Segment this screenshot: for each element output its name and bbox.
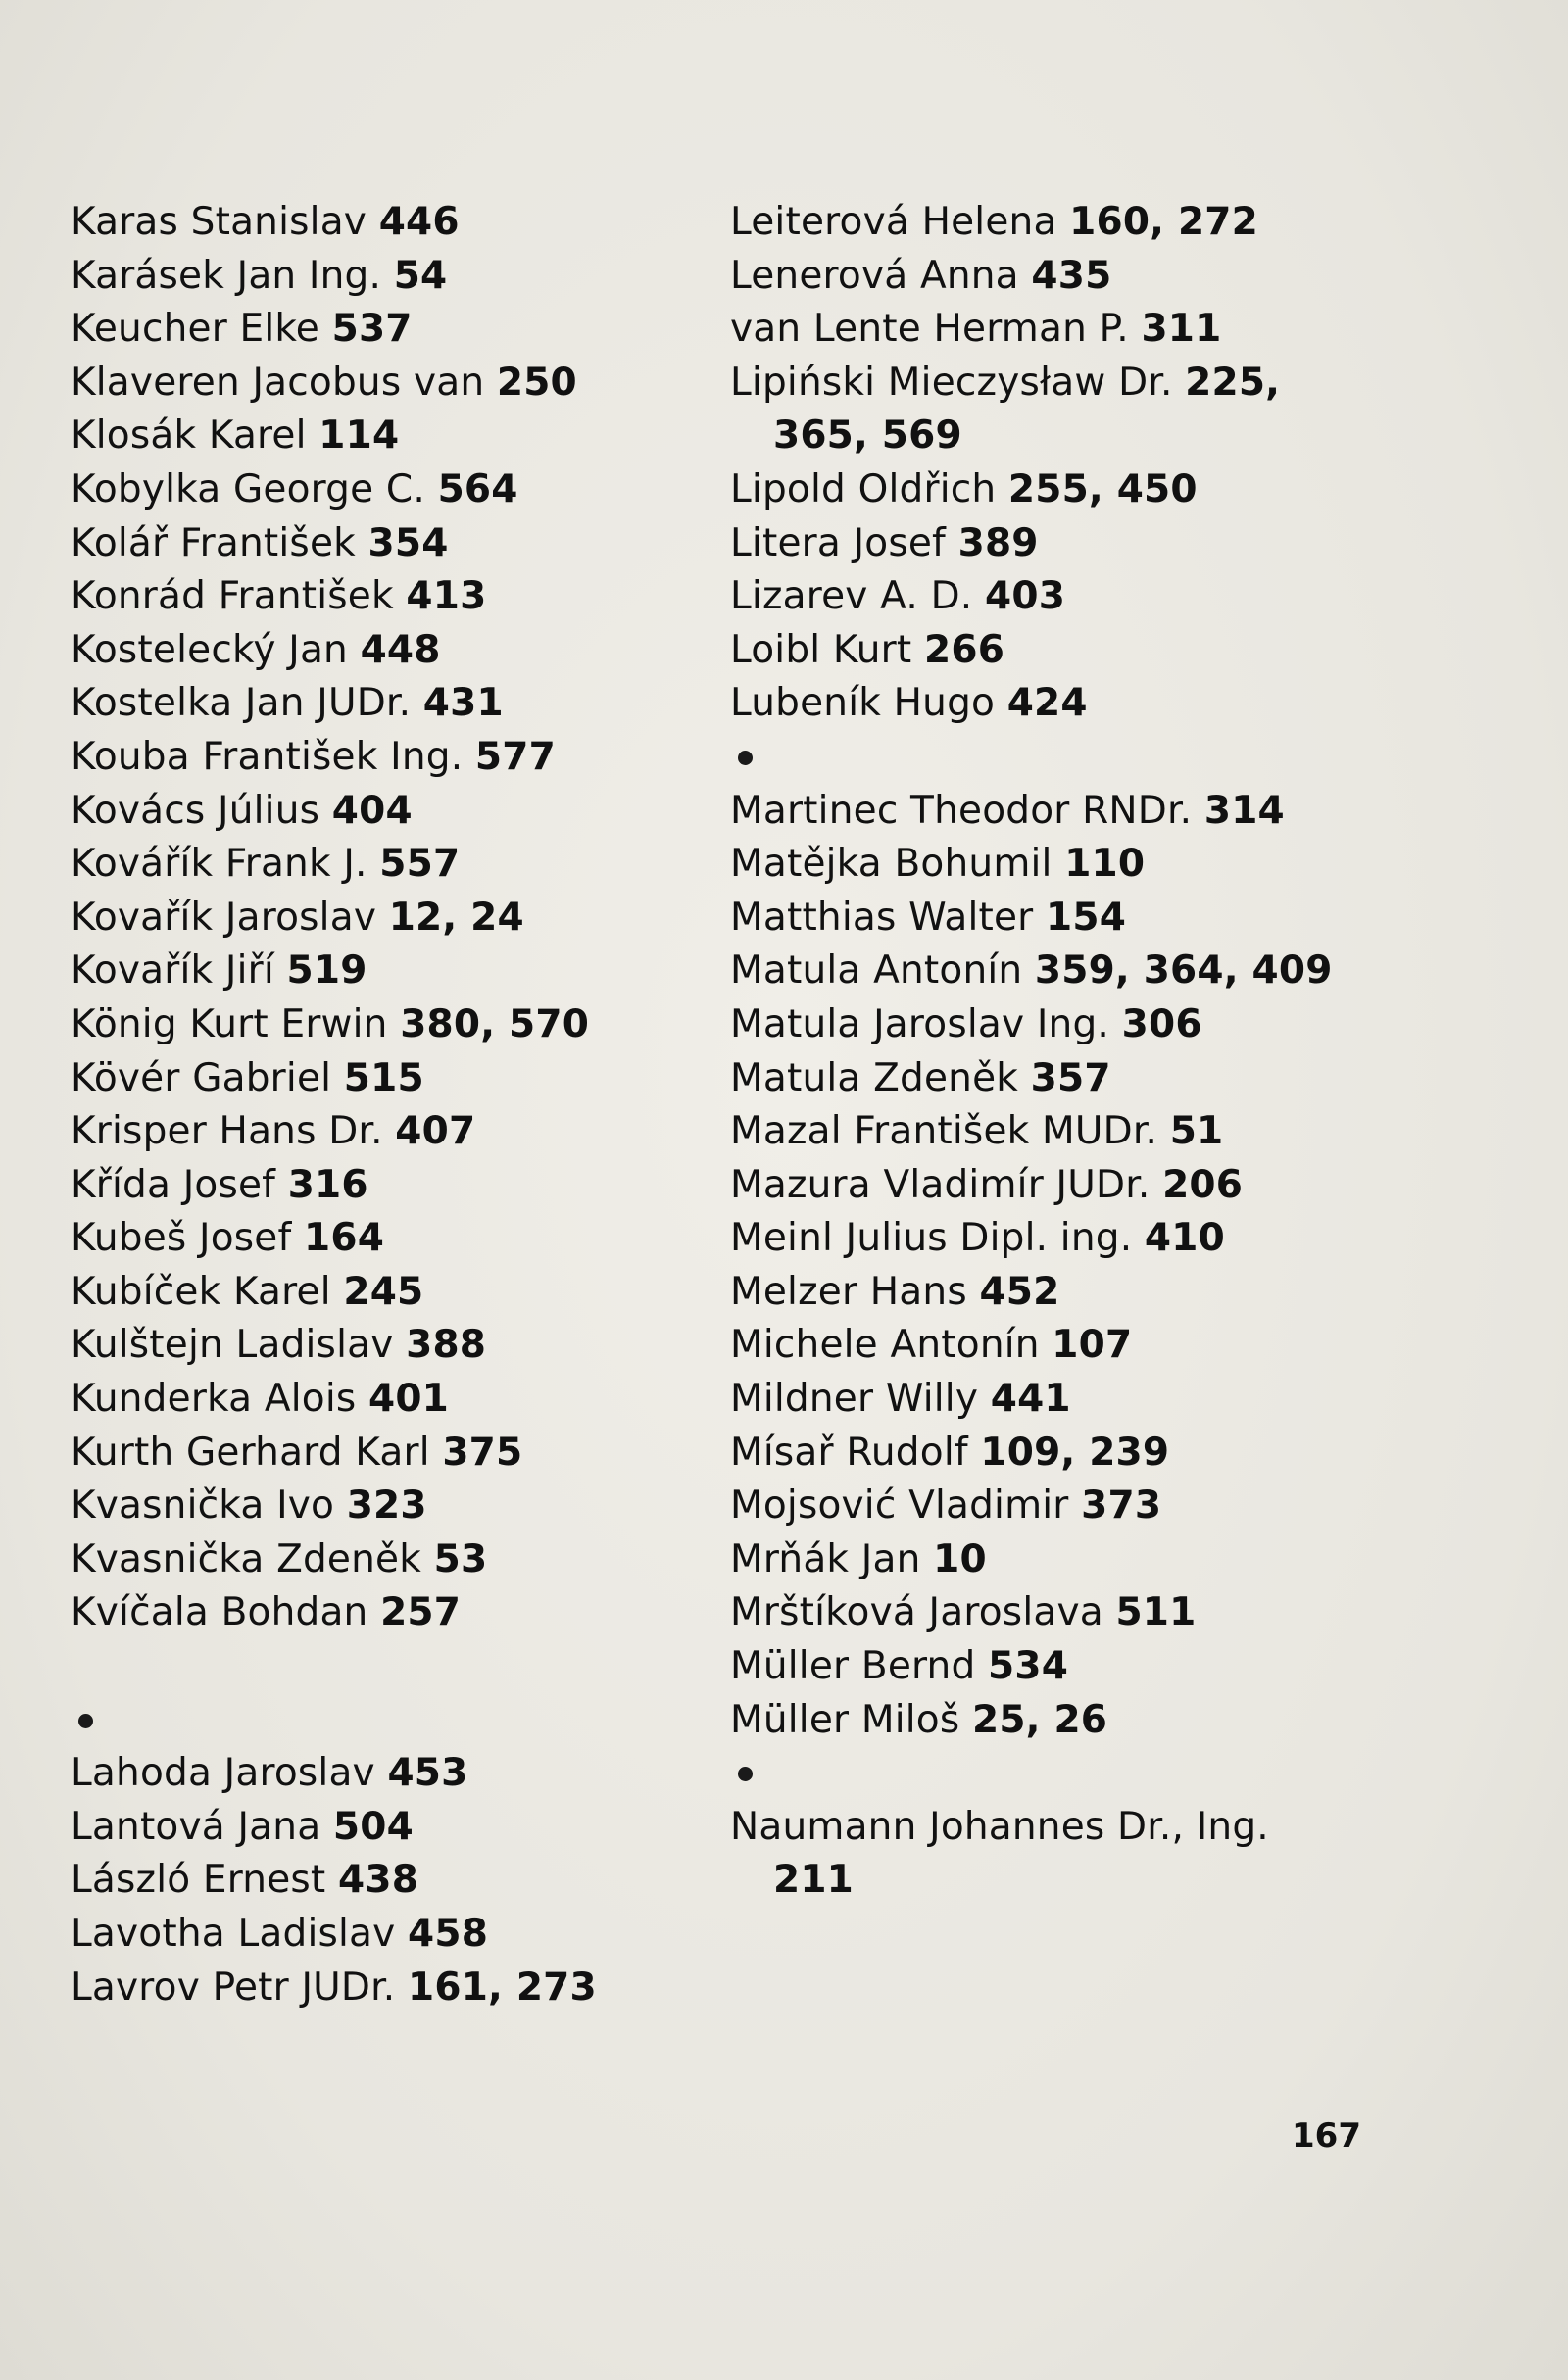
entry-pages: 424: [1006, 681, 1088, 726]
entry-name: Loibl Kurt: [730, 627, 912, 672]
entry-name: Litera Josef: [730, 520, 946, 565]
index-entry: [71, 1908, 678, 1962]
index-entry: [730, 1427, 1357, 1481]
entry-name: László Ernest: [71, 1858, 326, 1903]
section-separator: [71, 1694, 678, 1748]
entry-name: van Lente Herman P.: [730, 307, 1129, 352]
entry-pages: 314: [1203, 788, 1285, 833]
entry-pages: 511: [1115, 1590, 1197, 1635]
index-entry: [730, 463, 1357, 517]
entry-name: Kvasnička Zdeněk: [71, 1536, 422, 1581]
entry-pages: 401: [368, 1377, 450, 1422]
entry-pages: 557: [379, 842, 461, 887]
entry-pages: 504: [332, 1804, 414, 1849]
entry-name: Lavotha Ladislav: [71, 1912, 396, 1956]
bullet-icon: [738, 751, 753, 765]
entry-name: Kovařík Jiří: [71, 948, 274, 994]
entry-pages: 12, 24: [388, 895, 524, 940]
left-column: [71, 196, 678, 2015]
entry-name: Karas Stanislav: [71, 200, 368, 244]
entry-pages: 266: [924, 627, 1005, 672]
entry-pages: 110: [1064, 842, 1146, 887]
entry-pages: 446: [378, 200, 460, 244]
entry-name: Kvasnička Ivo: [71, 1483, 335, 1529]
entry-pages: 323: [346, 1483, 427, 1529]
page-number: 167: [1292, 2116, 1361, 2156]
entry-name: Melzer Hans: [730, 1269, 967, 1314]
entry-name: Leiterová Helena: [730, 200, 1057, 244]
index-entry: [730, 250, 1357, 304]
index-entry: [730, 1533, 1357, 1587]
entry-pages: 359, 364, 409: [1034, 948, 1333, 994]
entry-name: Lavrov Petr JUDr.: [71, 1965, 396, 2010]
entry-name: Kulštejn Ladislav: [71, 1323, 394, 1368]
entry-pages: 577: [474, 734, 556, 779]
entry-name: Lipiński Mieczysław Dr.: [730, 360, 1173, 405]
index-entry: [730, 1052, 1357, 1106]
entry-name: Matula Jaroslav Ing.: [730, 1001, 1110, 1046]
entry-name: Lizarev A. D.: [730, 574, 973, 619]
entry-name: Mrňák Jan: [730, 1536, 921, 1581]
index-entry: [730, 998, 1357, 1052]
entry-pages: 316: [287, 1162, 368, 1207]
entry-pages: 250: [496, 360, 577, 405]
entry-name: Martinec Theodor RNDr.: [730, 788, 1193, 833]
entry-name: Kubíček Karel: [71, 1269, 331, 1314]
index-entry: [730, 1480, 1357, 1533]
index-entry: [71, 1319, 678, 1373]
entry-pages: 53: [433, 1536, 488, 1581]
entry-pages: 537: [331, 307, 413, 352]
entry-pages: 54: [393, 253, 448, 298]
index-entry: [71, 1962, 678, 2016]
entry-pages: 453: [387, 1751, 468, 1796]
index-entry: [71, 196, 678, 250]
entry-name: Lenerová Anna: [730, 253, 1019, 298]
index-entry: [730, 1212, 1357, 1266]
entry-pages: 161, 273: [408, 1965, 597, 2010]
entry-name: Müller Bernd: [730, 1644, 976, 1689]
entry-name: Kunderka Alois: [71, 1377, 357, 1422]
entry-pages: 225,: [1185, 360, 1281, 405]
index-entry: [71, 517, 678, 571]
index-entry: [730, 1694, 1357, 1748]
entry-pages: 534: [988, 1644, 1069, 1689]
entry-pages: 438: [338, 1858, 419, 1903]
entry-name: Mazura Vladimír JUDr.: [730, 1162, 1151, 1207]
entry-name: Meinl Julius Dipl. ing.: [730, 1216, 1133, 1261]
entry-name: Naumann Johannes Dr., Ing.: [730, 1804, 1269, 1849]
entry-pages: 435: [1031, 253, 1112, 298]
entry-name: Matějka Bohumil: [730, 842, 1053, 887]
index-entry: [71, 785, 678, 839]
entry-name: Müller Miloš: [730, 1697, 960, 1742]
index-entry: [71, 1105, 678, 1159]
index-group-l-continued: [730, 196, 1357, 731]
entry-name: Mojsović Vladimir: [730, 1483, 1069, 1529]
right-column: [730, 196, 1357, 1908]
index-entry: [730, 196, 1357, 250]
entry-name: Kostelka Jan JUDr.: [71, 681, 412, 726]
index-entry: [730, 1319, 1357, 1373]
entry-pages: 357: [1030, 1055, 1111, 1100]
entry-pages: 388: [406, 1323, 487, 1368]
entry-name: Kvíčala Bohdan: [71, 1590, 368, 1635]
section-gap: [71, 1640, 678, 1694]
entry-name: Kurth Gerhard Karl: [71, 1430, 430, 1475]
entry-pages: 154: [1046, 895, 1127, 940]
bullet-icon: [738, 1767, 753, 1781]
index-entry: [71, 1212, 678, 1266]
entry-pages: 413: [406, 574, 487, 619]
entry-name: Křída Josef: [71, 1162, 276, 1207]
entry-pages: 245: [343, 1269, 424, 1314]
entry-name: Kobylka George C.: [71, 466, 425, 511]
entry-name: Lipold Oldřich: [730, 466, 997, 511]
entry-pages: 373: [1081, 1483, 1162, 1529]
index-entry: [71, 1159, 678, 1213]
entry-pages: 407: [395, 1109, 476, 1154]
index-entry: [71, 945, 678, 998]
entry-pages: 519: [286, 948, 368, 994]
index-entry: [730, 1266, 1357, 1320]
index-entry: [730, 1159, 1357, 1213]
index-entry: [730, 838, 1357, 892]
index-entry: [71, 1266, 678, 1320]
entry-pages: 441: [990, 1377, 1071, 1422]
entry-name: Lahoda Jaroslav: [71, 1751, 375, 1796]
entry-pages: 109, 239: [980, 1430, 1170, 1475]
index-entry: [71, 357, 678, 411]
entry-name: Klosák Karel: [71, 413, 307, 459]
entry-pages: 107: [1052, 1323, 1133, 1368]
entry-name: Mísař Rudolf: [730, 1430, 968, 1475]
section-separator: [730, 731, 1357, 785]
index-entry: [71, 1427, 678, 1481]
entry-name: Lubeník Hugo: [730, 681, 996, 726]
entry-name: Krisper Hans Dr.: [71, 1109, 383, 1154]
index-entry: [71, 1801, 678, 1855]
entry-name: Karásek Jan Ing.: [71, 253, 382, 298]
entry-pages: 51: [1169, 1109, 1224, 1154]
entry-pages: 311: [1141, 307, 1222, 352]
index-group-l: [71, 1747, 678, 2015]
entry-pages: 404: [331, 788, 413, 833]
entry-name: Kubeš Josef: [71, 1216, 292, 1261]
entry-pages: 354: [368, 520, 449, 565]
entry-name: Kovařík Jaroslav: [71, 895, 377, 940]
index-entry: [71, 250, 678, 304]
entry-name: Kouba František Ing.: [71, 734, 464, 779]
index-entry: [71, 624, 678, 678]
entry-pages: 255, 450: [1007, 466, 1198, 511]
index-entry: [71, 1747, 678, 1801]
entry-pages: 380, 570: [400, 1001, 590, 1046]
entry-name: Kovács Július: [71, 788, 320, 833]
entry-pages: 410: [1144, 1216, 1225, 1261]
entry-pages: 25, 26: [971, 1697, 1108, 1742]
index-entry: [71, 1533, 678, 1587]
index-entry: [730, 1373, 1357, 1427]
entry-pages: 564: [437, 466, 518, 511]
entry-name: König Kurt Erwin: [71, 1001, 388, 1046]
index-entry: [71, 303, 678, 357]
index-group-m: [730, 785, 1357, 1748]
index-entry: [730, 945, 1357, 998]
entry-pages: 164: [304, 1216, 385, 1261]
entry-name: Matthias Walter: [730, 895, 1034, 940]
index-entry: [730, 677, 1357, 731]
section-separator: [730, 1747, 1357, 1801]
entry-name: Kolář František: [71, 520, 356, 565]
index-entry: [730, 517, 1357, 571]
index-entry: [730, 570, 1357, 624]
index-entry: [71, 677, 678, 731]
entry-name: Kövér Gabriel: [71, 1055, 332, 1100]
entry-name: Konrád František: [71, 574, 394, 619]
entry-pages: 515: [343, 1055, 424, 1100]
entry-name: Kovářík Frank J.: [71, 842, 368, 887]
index-entry: [730, 1640, 1357, 1694]
entry-pages: 114: [318, 413, 400, 459]
entry-name: Mildner Willy: [730, 1377, 979, 1422]
entry-pages: 211: [773, 1858, 855, 1903]
index-entry: [730, 303, 1357, 357]
entry-pages: 306: [1121, 1001, 1202, 1046]
index-entry: [71, 1586, 678, 1640]
index-entry: [730, 785, 1357, 839]
index-entry: [730, 410, 1357, 463]
entry-pages: 375: [442, 1430, 523, 1475]
entry-name: Klaveren Jacobus van: [71, 360, 485, 405]
index-entry: [730, 1801, 1357, 1855]
entry-name: Matula Antonín: [730, 948, 1023, 994]
entry-pages: 403: [985, 574, 1066, 619]
index-entry: [71, 1480, 678, 1533]
index-entry: [71, 1854, 678, 1908]
entry-pages: 257: [380, 1590, 462, 1635]
entry-name: Mazal František MUDr.: [730, 1109, 1158, 1154]
entry-name: Keucher Elke: [71, 307, 319, 352]
index-entry: [71, 892, 678, 946]
index-entry: [71, 463, 678, 517]
entry-name: Michele Antonín: [730, 1323, 1040, 1368]
entry-pages: 206: [1162, 1162, 1244, 1207]
index-entry: [71, 570, 678, 624]
entry-pages: 10: [933, 1536, 987, 1581]
index-entry: [71, 1052, 678, 1106]
index-entry: [730, 357, 1357, 411]
entry-pages: 448: [360, 627, 441, 672]
entry-pages: 458: [408, 1912, 489, 1956]
index-entry: [730, 624, 1357, 678]
index-entry: [730, 1854, 1357, 1908]
entry-pages: 431: [422, 681, 504, 726]
index-entry: [71, 838, 678, 892]
entry-pages: 452: [979, 1269, 1060, 1314]
index-entry: [71, 998, 678, 1052]
index-group-n: [730, 1801, 1357, 1908]
index-group-k: [71, 196, 678, 1640]
entry-name: Lantová Jana: [71, 1804, 321, 1849]
index-entry: [71, 731, 678, 785]
index-entry: [71, 1373, 678, 1427]
entry-pages: 160, 272: [1069, 200, 1258, 244]
index-entry: [71, 410, 678, 463]
bullet-icon: [78, 1714, 93, 1728]
index-entry: [730, 1586, 1357, 1640]
entry-name: Kostelecký Jan: [71, 627, 348, 672]
index-entry: [730, 892, 1357, 946]
entry-name: Matula Zdeněk: [730, 1055, 1019, 1100]
entry-name: Mrštíková Jaroslava: [730, 1590, 1103, 1635]
index-entry: [730, 1105, 1357, 1159]
entry-pages: 365, 569: [773, 413, 962, 459]
entry-pages: 389: [957, 520, 1039, 565]
